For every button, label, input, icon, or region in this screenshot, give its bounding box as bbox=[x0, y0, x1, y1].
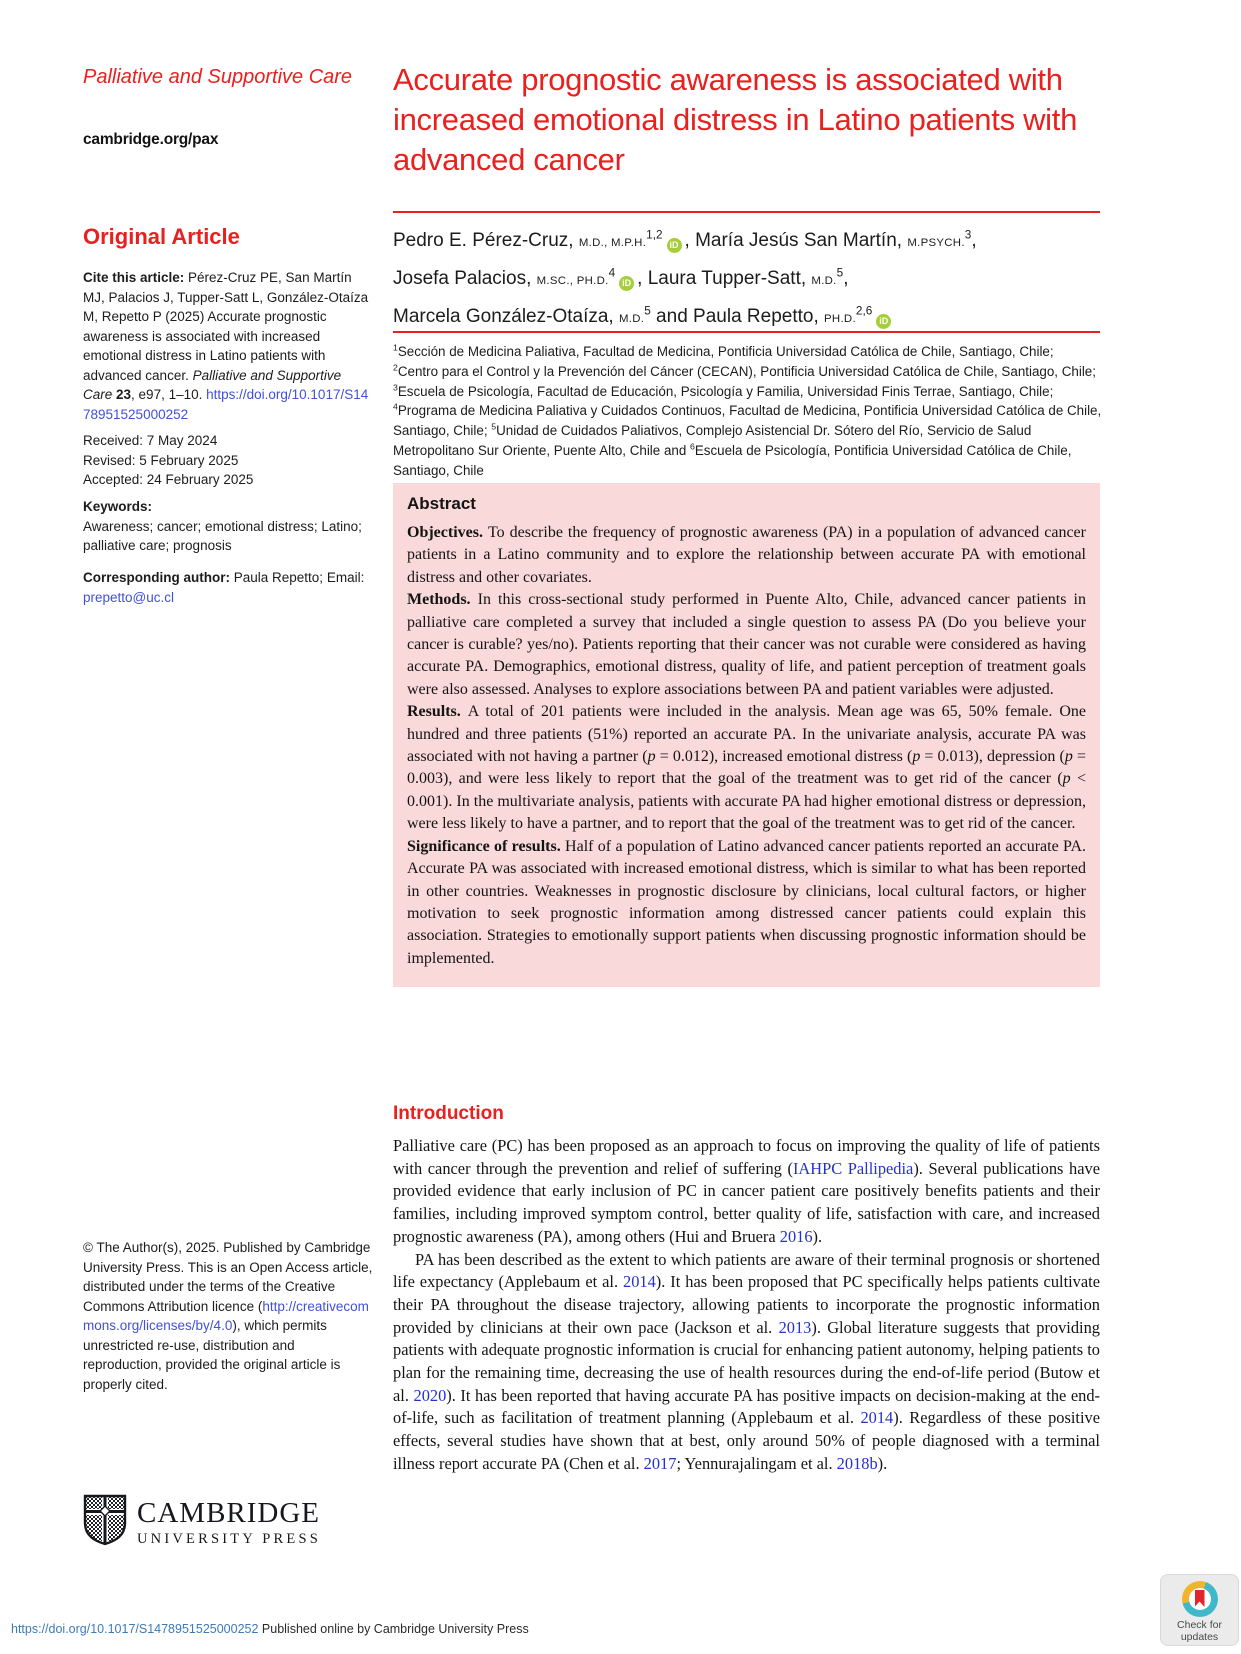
superscript: 4 bbox=[608, 266, 616, 280]
text-run: Unidad de Cuidados Paliativos, Complejo Asistencial Dr. Sótero del Río, Servicio de Salud Metropolitano Sur Oriente, Puente Alto, Chile and bbox=[393, 423, 1032, 458]
orcid-icon[interactable]: iD bbox=[619, 276, 634, 291]
inline-link[interactable]: 2018b bbox=[836, 1453, 878, 1473]
text-run: Palliative and Supportive Care bbox=[83, 367, 342, 402]
text-run: , bbox=[843, 268, 849, 289]
text-run: Sección de Medicina Paliativa, Facultad de Medicina, Pontificia Universidad Católica de Chile, Santiago, Chile; bbox=[397, 344, 1054, 359]
abstract-box bbox=[393, 483, 1100, 987]
superscript: 5 bbox=[836, 266, 844, 280]
superscript: 5 bbox=[491, 421, 497, 432]
check-for-updates-badge[interactable] bbox=[1160, 1574, 1239, 1646]
inline-link[interactable]: 2017 bbox=[643, 1453, 677, 1473]
text-run: Half of a population of Latino advanced cancer patients reported an accurate PA. Accurate PA was associated with increased emotional distress, which is similar to what has been reported in other countries. Weaknesses in prognostic disclosure by clinicians, local cultural factors, or higher motivation to seek prognostic information among distressed cancer patients could explain this association. Strategies to emotionally support patients when discussing prognostic information should be implemented. bbox=[407, 837, 1086, 967]
article-title: Accurate prognostic awareness is associated with increased emotional distress in Latino patients with advanced cancer bbox=[393, 62, 1078, 177]
superscript: 5 bbox=[644, 304, 651, 318]
superscript: 6 bbox=[690, 441, 695, 452]
text-run: ). bbox=[812, 1226, 823, 1246]
inline-link[interactable]: 2014 bbox=[860, 1408, 894, 1428]
cambridge-university-press-logo bbox=[83, 1494, 321, 1551]
text-run: Methods. bbox=[407, 591, 478, 609]
text-run: = 0.012), increased emotional distress ( bbox=[655, 748, 913, 766]
text-run: Cite this article: bbox=[83, 270, 189, 285]
text-run: , María Jesús San Martín, bbox=[684, 230, 908, 251]
section-label: Original Article bbox=[83, 224, 240, 249]
text-run: ). bbox=[877, 1453, 888, 1473]
footer-publish-note: Published online by Cambridge University Press bbox=[258, 1622, 529, 1636]
text-run: M.D. bbox=[618, 313, 645, 325]
keywords-block bbox=[83, 497, 373, 556]
corresponding-author bbox=[83, 568, 373, 607]
text-run: p bbox=[912, 748, 921, 766]
cambridge-shield-icon bbox=[83, 1494, 127, 1551]
text-run: and Paula Repetto, bbox=[650, 306, 825, 327]
text-run: = 0.003), and were less likely to report that the goal of the treatment was to get rid of the cancer ( bbox=[407, 748, 1086, 788]
publisher-name-line2: UNIVERSITY PRESS bbox=[137, 1531, 322, 1547]
inline-link[interactable]: 2016 bbox=[779, 1226, 813, 1246]
text-run: Results. bbox=[407, 703, 468, 721]
superscript: 2 bbox=[393, 362, 398, 373]
footer-doi-link[interactable]: https://doi.org/10.1017/S1478951525000252 bbox=[11, 1622, 259, 1636]
text-run: A total of 201 patients were included in the analysis. Mean age was 65, 50% female. One hundred and three patients (51%) reported an accurate PA. In the univariate analysis, accurate PA was associated with not having a partner ( bbox=[407, 703, 1087, 766]
abstract-results bbox=[407, 701, 1086, 835]
text-run: ). Global literature suggests that providing patients with adequate prognostic information is crucial for enhancing patient autonomy, helping patients to plan for the remaining time, decreasing the use of health resources during the end-of-life period (Butow et al. bbox=[393, 1317, 1100, 1405]
text-run: M.SC., PH.D. bbox=[536, 275, 609, 287]
superscript: 3 bbox=[393, 382, 398, 393]
text-run: M.D., M.P.H. bbox=[578, 237, 647, 249]
text-run: Pérez-Cruz PE, San Martín MJ, Palacios J, Tupper-Satt L, González-Otaíza M, Repetto P (2025) Accurate prognostic awareness is associated with increased emotional distress in Latino patients with advanced cancer. bbox=[83, 270, 369, 383]
journal-name: Palliative and Supportive Care bbox=[83, 66, 353, 88]
text-run: Programa de Medicina Paliativa y Cuidados Continuos, Facultad de Medicina, Pontificia Universidad Católica de Chile, Santiago, Chile; bbox=[393, 403, 1102, 439]
text-run: ), which permits unrestricted re-use, distribution and reproduction, provided the original article is properly cited. bbox=[83, 1318, 341, 1392]
inline-link[interactable]: prepetto@uc.cl bbox=[83, 589, 174, 605]
text-run: Pedro E. Pérez-Cruz, bbox=[393, 230, 579, 251]
author-line bbox=[393, 261, 1100, 299]
text-run: PA has been described as the extent to which patients are aware of their terminal prognosis or shortened life expectancy (Applebaum et al. bbox=[393, 1249, 1100, 1292]
text-run: Centro para el Control y la Prevención del Cáncer (CECAN), Pontificia Universidad Católica de Chile, Santiago, Chile; bbox=[397, 363, 1096, 379]
keywords-list: Awareness; cancer; emotional distress; Latino; palliative care; prognosis bbox=[83, 518, 362, 553]
received-date: Received: 7 May 2024 bbox=[83, 433, 218, 448]
text-run: M.D. bbox=[811, 275, 837, 287]
inline-link[interactable]: https://doi.org/10.1017/S1478951525000252 bbox=[83, 387, 369, 422]
revised-date: Revised: 5 February 2025 bbox=[83, 452, 239, 468]
text-run: p bbox=[1064, 748, 1073, 766]
text-run: © The Author(s), 2025. Published by Cambridge University Press. This is an Open Access article, distributed under the terms of the Creative Commons Attribution licence ( bbox=[83, 1240, 373, 1314]
text-run: ). It has been proposed that PC specifically helps patients cultivate their PA throughout the disease trajectory, allowing patients to incorporate the prognostic information provided by clinicians at their own pace (Jackson et al. bbox=[393, 1272, 1100, 1337]
text-run: To describe the frequency of prognostic awareness (PA) in a population of advanced cancer patients in a Latino community and to explore the relationship between accurate PA with emotional distress and other covariates. bbox=[407, 524, 1086, 586]
divider-rule-mid bbox=[393, 331, 1100, 333]
divider-rule-top bbox=[393, 211, 1100, 213]
check-badge-label-line2: updates bbox=[1180, 1631, 1219, 1643]
superscript: 1,2 bbox=[646, 228, 663, 242]
abstract-objectives bbox=[407, 522, 1086, 589]
superscript: 2,6 bbox=[855, 304, 873, 318]
abstract-significance bbox=[407, 836, 1086, 970]
inline-link[interactable]: IAHPC Pallipedia bbox=[792, 1158, 914, 1178]
journal-site-url[interactable]: cambridge.org/pax bbox=[83, 131, 219, 148]
affiliations bbox=[393, 342, 1102, 481]
text-run: ; Yennurajalingam et al. bbox=[676, 1453, 837, 1473]
footer bbox=[11, 1622, 529, 1636]
article-dates bbox=[83, 431, 373, 490]
abstract-heading: Abstract bbox=[407, 494, 476, 513]
intro-paragraph bbox=[393, 1249, 1100, 1476]
orcid-icon[interactable]: iD bbox=[667, 238, 682, 253]
keywords-label: Keywords: bbox=[83, 499, 153, 514]
text-run: p bbox=[1062, 770, 1071, 788]
text-run: Objectives. bbox=[407, 524, 488, 541]
superscript: 1 bbox=[393, 342, 398, 353]
orcid-icon[interactable]: iD bbox=[876, 314, 891, 329]
copyright-notice bbox=[83, 1238, 373, 1394]
publisher-name-line1: CAMBRIDGE bbox=[137, 1497, 321, 1529]
accepted-date: Accepted: 24 February 2025 bbox=[83, 472, 254, 487]
text-run: ). Several publications have provided evidence that early inclusion of PC in cancer patient care positively benefits patients and their families, including improved symptom control, better quality of life, satisfaction with care, and increased prognostic awareness (PA), among others (Hui and Bruera bbox=[393, 1158, 1101, 1246]
text-run: Significance of results. bbox=[407, 837, 566, 855]
intro-paragraph bbox=[393, 1135, 1100, 1249]
text-run: , e97, 1–10. bbox=[131, 387, 207, 402]
text-run: Escuela de Psicología, Facultad de Educación, Psicología y Familia, Universidad Finis Terrae, Santiago, Chile; bbox=[397, 383, 1054, 399]
text-run: ). It has been reported that having accurate PA has positive impacts on decision-making at the end-of-life, such as facilitation of treatment planning (Applebaum et al. bbox=[393, 1385, 1100, 1428]
crossmark-icon bbox=[1182, 1581, 1218, 1617]
inline-link[interactable]: 2020 bbox=[413, 1385, 447, 1405]
superscript: 3 bbox=[964, 228, 972, 242]
text-run: = 0.013), depression ( bbox=[920, 748, 1065, 766]
text-run: PH.D. bbox=[824, 313, 856, 325]
text-run: In this cross-sectional study performed in Puente Alto, Chile, advanced cancer patients in palliative care completed a survey that included a single question to assess PA (Do you believe your cancer is curable? yes/no). Patients reporting that their cancer was not curable were considered as having accurate PA. Demographics, emotional distress, quality of life, and patient perception of treatment goals were also assessed. Analyses to explore associations between PA and patient variables were adjusted. bbox=[407, 591, 1086, 698]
text-run: Josefa Palacios, bbox=[393, 268, 537, 289]
text-run: ). Regardless of these positive effects, several studies have shown that at best, only around 50% of people diagnosed with a terminal illness report accurate PA (Chen et al. bbox=[393, 1408, 1100, 1473]
text-run: Paula Repetto; Email: bbox=[233, 570, 365, 585]
text-run: , bbox=[971, 230, 977, 251]
text-run: < 0.001). In the multivariate analysis, patients with accurate PA had higher emotional distress or depression, were less likely to have a partner, and to report that the goal of the treatment was to get rid of the cancer. bbox=[407, 770, 1087, 833]
author-line bbox=[393, 223, 1100, 261]
inline-link[interactable]: 2013 bbox=[778, 1317, 812, 1337]
publisher-wordmark bbox=[137, 1497, 321, 1548]
authors-block bbox=[393, 223, 1100, 337]
text-run: Escuela de Psicología, Pontificia Universidad Católica de Chile, Santiago, Chile bbox=[393, 442, 1072, 478]
text-run: , Laura Tupper-Satt, bbox=[637, 268, 812, 289]
text-run: Marcela González-Otaíza, bbox=[393, 306, 619, 327]
check-badge-label-line1: Check for bbox=[1177, 1619, 1222, 1631]
superscript: 4 bbox=[393, 401, 398, 412]
inline-link[interactable]: 2014 bbox=[623, 1272, 656, 1292]
text-run: Palliative care (PC) has been proposed as an approach to focus on improving the quality of life of patients with cancer through the prevention and relief of suffering ( bbox=[393, 1136, 1100, 1178]
text-run: M.PSYCH. bbox=[907, 237, 965, 249]
introduction-body bbox=[393, 1135, 1100, 1476]
inline-link[interactable]: http://creativecommons.org/licenses/by/4.0 bbox=[83, 1298, 369, 1333]
text-run: Corresponding author: bbox=[83, 570, 234, 585]
text-run: 23 bbox=[116, 387, 132, 402]
introduction-heading: Introduction bbox=[393, 1103, 504, 1124]
text-run: p bbox=[647, 748, 656, 766]
cite-this-article bbox=[83, 268, 373, 424]
abstract-methods bbox=[407, 589, 1086, 701]
